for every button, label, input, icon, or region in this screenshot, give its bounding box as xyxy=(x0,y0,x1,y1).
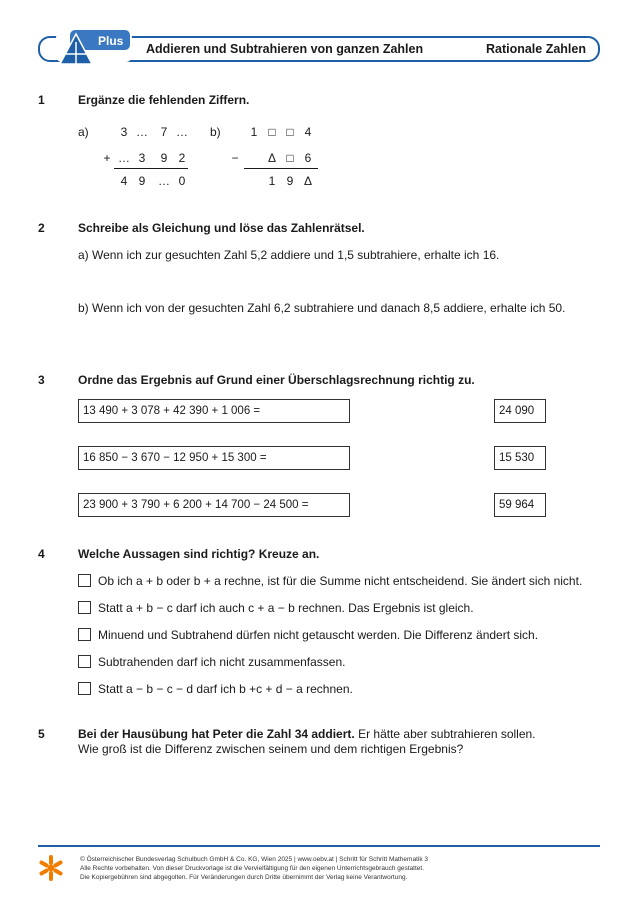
footer-line-3: Die Kopiergebühren sind abgegolten. Für Veränderungen durch Dritte übernimmt der Verlag keine Verantwortung. xyxy=(80,874,408,881)
digit: 4 xyxy=(304,125,312,139)
result-box[interactable]: 59 964 xyxy=(494,493,546,517)
page-title: Addieren und Subtrahieren von ganzen Zahlen xyxy=(146,42,424,56)
digit: Δ xyxy=(303,174,312,188)
digit: 3 xyxy=(138,151,146,165)
statement-checkbox[interactable] xyxy=(78,628,91,641)
task-question-2: Schreibe als Gleichung und löse das Zahlenrätsel. xyxy=(78,221,365,235)
statement-label: Minuend und Subtrahend dürfen nicht getauscht werden. Die Differenz ändert sich. xyxy=(98,628,539,642)
operator: − xyxy=(231,151,239,165)
footer-copyright xyxy=(80,855,428,882)
digit: 1 xyxy=(250,125,258,139)
result-box[interactable]: 15 530 xyxy=(494,446,546,470)
task2-a: a) Wenn ich zur gesuchten Zahl 5,2 addiere und 1,5 subtrahiere, erhalte ich 16. xyxy=(78,248,500,262)
statement-checkbox[interactable] xyxy=(78,601,91,614)
digit: 3 xyxy=(120,125,128,139)
statement-label: Statt a + b − c darf ich auch c + a − b rechnen. Das Ergebnis ist gleich. xyxy=(98,601,474,615)
difference-line xyxy=(244,168,318,169)
task5-bold: Bei der Hausübung hat Peter die Zahl 34 addiert. xyxy=(78,727,355,741)
digit: … xyxy=(118,151,130,165)
digit: 9 xyxy=(138,174,146,188)
task1-b-label: b) xyxy=(210,125,221,139)
task-number-2: 2 xyxy=(38,221,45,235)
task-number-3: 3 xyxy=(38,373,45,387)
expression-box[interactable]: 13 490 + 3 078 + 42 390 + 1 006 = xyxy=(78,399,350,423)
plus-logo xyxy=(56,30,132,68)
task2-b: b) Wenn ich von der gesuchten Zahl 6,2 subtrahiere und danach 8,5 addiere, erhalte ich 50. xyxy=(78,301,566,315)
asterisk-logo-icon xyxy=(38,855,64,881)
task5-rest: Er hätte aber subtrahieren sollen. xyxy=(354,727,536,741)
footer-line-1: © Österreichischer Bundesverlag Schulbuch GmbH & Co. KG, Wien 2025 | www.oebv.at | Schritt für Schritt Mathematik 3 xyxy=(80,856,428,863)
task-question-3: Ordne das Ergebnis auf Grund einer Überschlagsrechnung richtig zu. xyxy=(78,373,475,387)
digit: 9 xyxy=(286,174,294,188)
statement-label: Ob ich a + b oder b + a rechne, ist für die Summe nicht entscheidend. Sie ändert sich nicht. xyxy=(98,574,583,588)
statement-label: Statt a − b − c − d darf ich b +c + d − a rechnen. xyxy=(98,682,353,696)
digit: 1 xyxy=(268,174,276,188)
digit: □ xyxy=(268,125,276,139)
digit: … xyxy=(158,174,170,188)
digit: 0 xyxy=(178,174,186,188)
task-number-4: 4 xyxy=(38,547,45,561)
digit: 6 xyxy=(304,151,312,165)
digit: … xyxy=(176,125,188,139)
statement-checkbox[interactable] xyxy=(78,574,91,587)
plus-badge: Plus xyxy=(98,34,124,48)
digit: Δ xyxy=(267,151,276,165)
task-question-4: Welche Aussagen sind richtig? Kreuze an. xyxy=(78,547,320,561)
footer-line-2: Alle Rechte vorbehalten. Von dieser Druckvorlage ist die Vervielfältigung für den eigenen Unterrichtsgebrauch gestattet. xyxy=(80,865,424,872)
chapter-title: Rationale Zahlen xyxy=(485,42,586,56)
sum-line xyxy=(114,168,188,169)
task5-line2: Wie groß ist die Differenz zwischen seinem und dem richtigen Ergebnis? xyxy=(78,742,464,756)
footer-divider xyxy=(38,845,600,847)
task-question-1: Ergänze die fehlenden Ziffern. xyxy=(78,93,250,107)
expression-box[interactable]: 23 900 + 3 790 + 6 200 + 14 700 − 24 500 = xyxy=(78,493,350,517)
statement-checkbox[interactable] xyxy=(78,682,91,695)
digit: □ xyxy=(286,125,294,139)
expression-box[interactable]: 16 850 − 3 670 − 12 950 + 15 300 = xyxy=(78,446,350,470)
digit: … xyxy=(136,125,148,139)
task-question-5 xyxy=(78,727,536,741)
digit: 7 xyxy=(160,125,168,139)
statement-checkbox[interactable] xyxy=(78,655,91,668)
digit: 9 xyxy=(160,151,168,165)
task-number-1: 1 xyxy=(38,93,45,107)
task1-a-label: a) xyxy=(78,125,89,139)
digit: 4 xyxy=(120,174,128,188)
digit: 2 xyxy=(178,151,186,165)
digit: □ xyxy=(286,151,294,165)
statement-label: Subtrahenden darf ich nicht zusammenfassen. xyxy=(98,655,346,669)
operator: + xyxy=(103,151,111,165)
task-number-5: 5 xyxy=(38,727,45,741)
result-box[interactable]: 24 090 xyxy=(494,399,546,423)
